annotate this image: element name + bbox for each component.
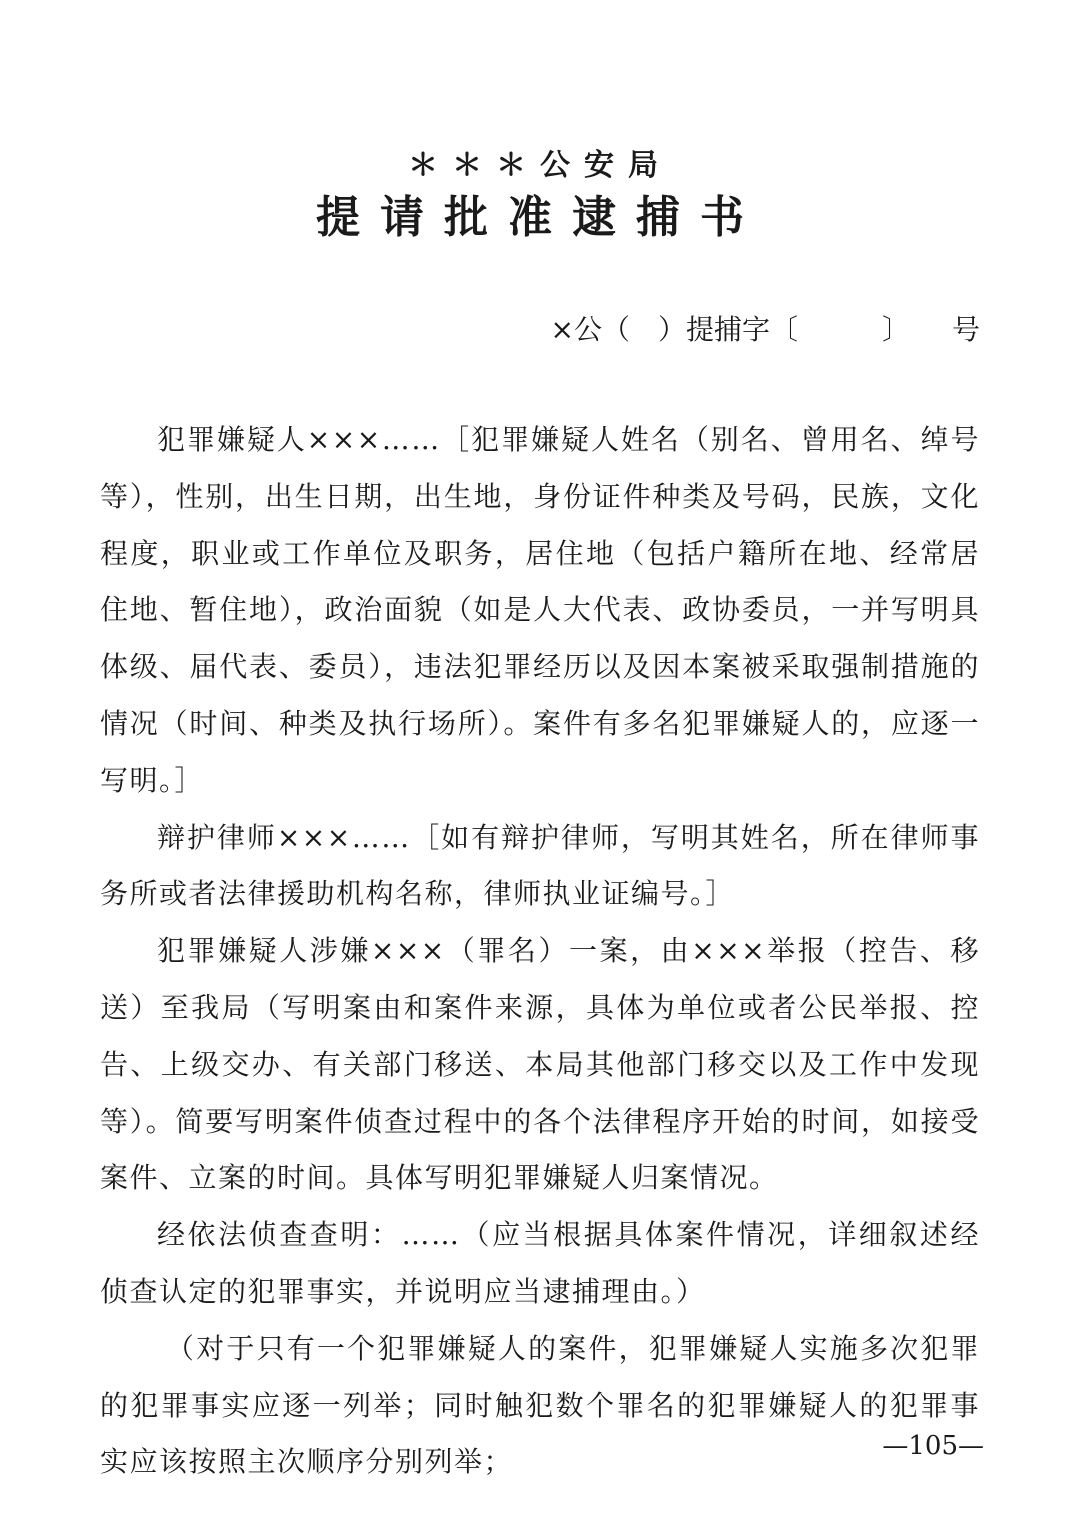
listing-instructions-paragraph: （对于只有一个犯罪嫌疑人的案件，犯罪嫌疑人实施多次犯罪的犯罪事实应逐一列举；同时触犯数个罪名的犯罪嫌疑人的犯罪事实应该按照主次顺序分别列举； <box>100 1331 980 1479</box>
document-number: ×公（ ）提捕字〔 〕 号 <box>550 313 980 346</box>
document-title: 提请批准逮捕书 <box>316 192 764 243</box>
investigation-findings-paragraph: 经依法侦查查明：……（应当根据具体案件情况，详细叙述经侦查认定的犯罪事实，并说明应当逮捕理由。） <box>100 1218 980 1308</box>
suspect-info-paragraph: 犯罪嫌疑人×××……［犯罪嫌疑人姓名（别名、曾用名、绰号等），性别，出生日期，出生地，身份证件种类及号码，民族，文化程度，职业或工作单位及职务，居住地（包括户籍所在地、经常居住地、暂住地），政治面貌（如是人大代表、政协委员，一并写明具体级、届代表、委员），违法犯罪经历以及因本案被采取强制措施的情况（时间、种类及执行场所）。案件有多名犯罪嫌疑人的，应逐一写明。］ <box>100 423 980 797</box>
page-number: —105— <box>882 1431 984 1461</box>
document-body <box>100 412 980 1491</box>
issuing-authority: ＊＊＊公安局 <box>408 148 672 183</box>
case-source-paragraph: 犯罪嫌疑人涉嫌×××（罪名）一案，由×××举报（控告、移送）至我局（写明案由和案件来源，具体为单位或者公民举报、控告、上级交办、有关部门移送、本局其他部门移交以及工作中发现等）。简要写明案件侦查过程中的各个法律程序开始的时间，如接受案件、立案的时间。具体写明犯罪嫌疑人归案情况。 <box>100 934 980 1195</box>
defense-lawyer-paragraph: 辩护律师×××……［如有辩护律师，写明其姓名，所在律师事务所或者法律援助机构名称，律师执业证编号。］ <box>100 820 980 911</box>
